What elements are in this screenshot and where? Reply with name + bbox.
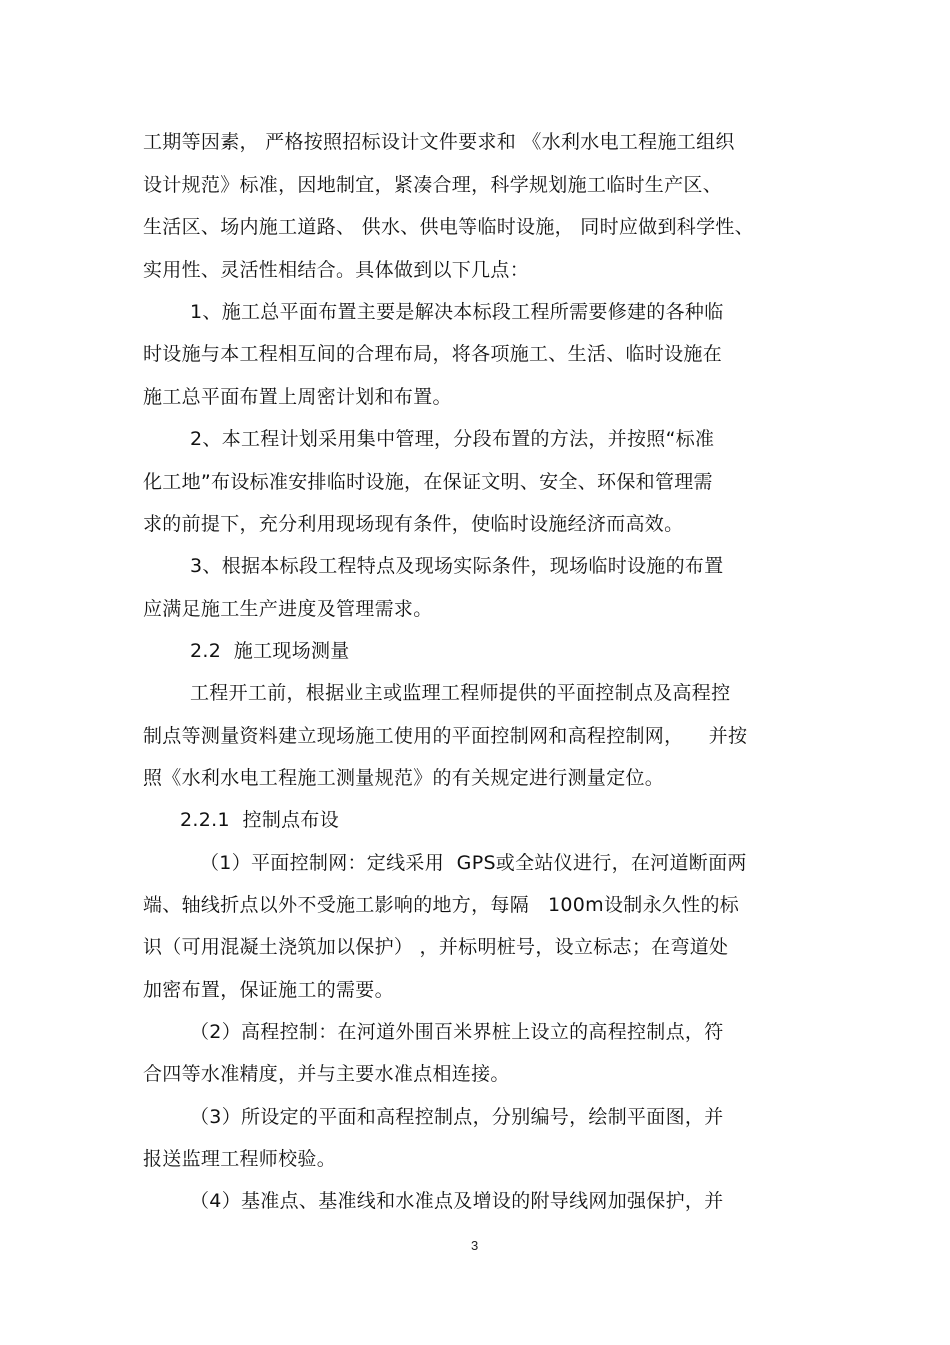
- page-number: 3: [471, 1238, 479, 1253]
- section-heading: 2.2 施工现场测量: [190, 640, 350, 662]
- text-line: 报送监理工程师校验。: [143, 1148, 337, 1170]
- text-line: （2）高程控制：在河道外围百米界桩上设立的高程控制点，符: [190, 1021, 724, 1043]
- text-line: 制点等测量资料建立现场施工使用的平面控制网和高程控制网， 并按: [143, 725, 748, 747]
- text-line: （4）基准点、基准线和水准点及增设的附导线网加强保护，并: [190, 1190, 724, 1212]
- text-line: 化工地”布设标准安排临时设施，在保证文明、安全、环保和管理需: [143, 471, 713, 493]
- text-line: 2、本工程计划采用集中管理，分段布置的方法，并按照“标准: [190, 428, 715, 450]
- text-line: 工期等因素， 严格按照招标设计文件要求和 《水利水电工程施工组织: [143, 131, 735, 153]
- text-line: 3、根据本标段工程特点及现场实际条件，现场临时设施的布置: [190, 555, 724, 577]
- text-line: 合四等水准精度，并与主要水准点相连接。: [143, 1063, 510, 1085]
- text-line: 1、施工总平面布置主要是解决本标段工程所需要修建的各种临: [190, 301, 724, 323]
- text-line: 时设施与本工程相互间的合理布局，将各项施工、生活、临时设施在: [143, 343, 723, 365]
- text-line: （3）所设定的平面和高程控制点，分别编号，绘制平面图，并: [190, 1106, 724, 1128]
- text-line: 求的前提下，充分利用现场现有条件，使临时设施经济而高效。: [143, 513, 684, 535]
- text-line: 生活区、场内施工道路、 供水、供电等临时设施， 同时应做到科学性、: [143, 216, 754, 238]
- text-line: 照《水利水电工程施工测量规范》的有关规定进行测量定位。: [143, 767, 665, 789]
- text-line: 设计规范》标准，因地制宜，紧凑合理，科学规划施工临时生产区、: [143, 174, 723, 196]
- text-line: 加密布置，保证施工的需要。: [143, 979, 394, 1001]
- text-line: 施工总平面布置上周密计划和布置。: [143, 386, 452, 408]
- text-line: 识（可用混凝土浇筑加以保护） ，并标明桩号，设立标志；在弯道处: [143, 936, 729, 958]
- text-line: 实用性、灵活性相结合。具体做到以下几点：: [143, 259, 530, 281]
- text-line: （1）平面控制网：定线采用 GPS或全站仪进行，在河道断面两: [200, 852, 747, 874]
- text-line: 工程开工前，根据业主或监理工程师提供的平面控制点及高程控: [190, 682, 731, 704]
- text-line: 端、轴线折点以外不受施工影响的地方，每隔 100m设制永久性的标: [143, 894, 740, 916]
- text-line: 应满足施工生产进度及管理需求。: [143, 598, 433, 620]
- subsection-heading: 2.2.1 控制点布设: [180, 809, 340, 831]
